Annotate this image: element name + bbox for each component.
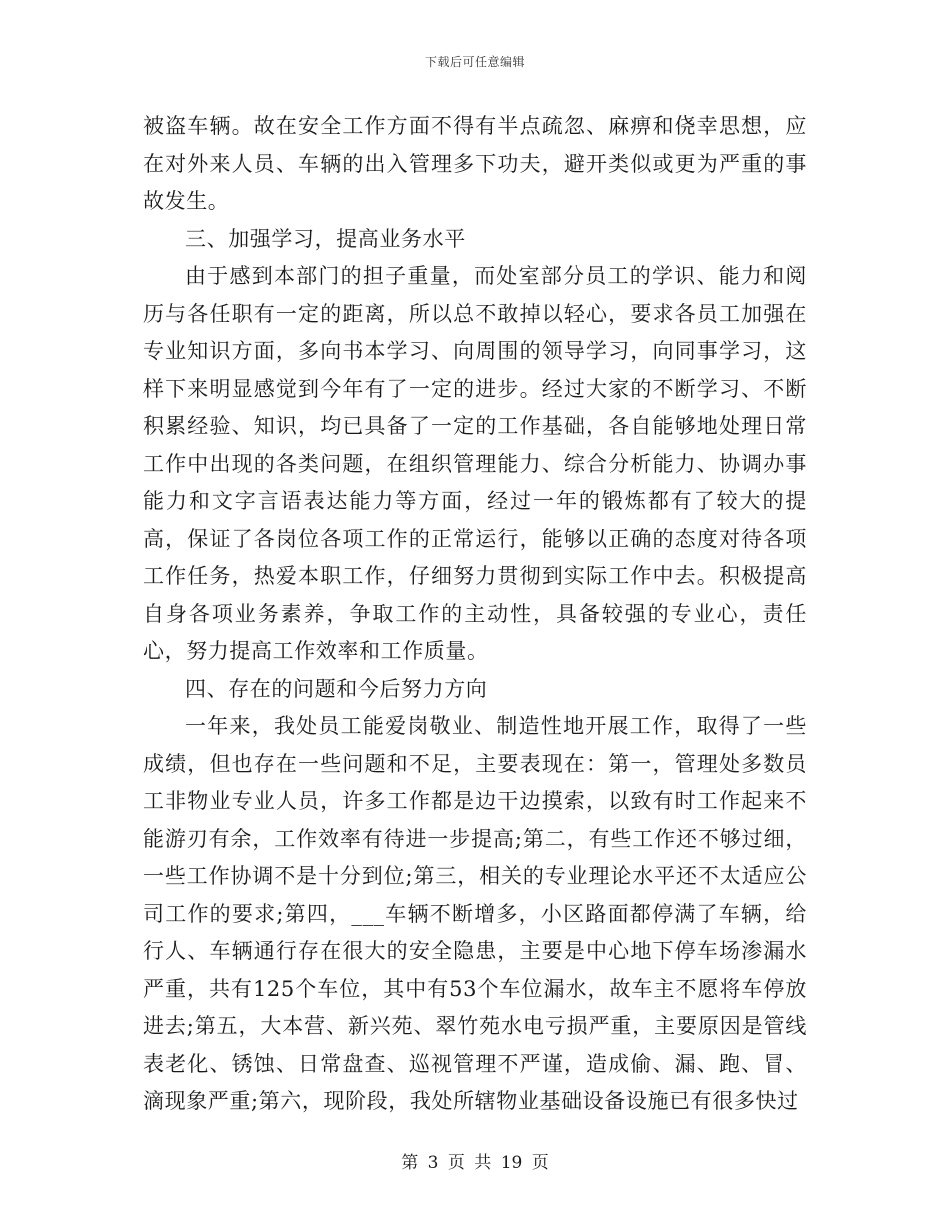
page-number: 第 3 页 共 19 页 [401,1153,549,1173]
section-heading-3: 三、加强学习，提高业务水平 [185,226,466,251]
paragraph-2: 由于感到本部门的担子重量，而处室部分员工的学识、能力和阅历与各任职有一定的距离，所以总不敢掉以轻心，要求各员工加强在专业知识方面，多向书本学习、向周围的领导学习，向同事学习，这样下来明显感觉到今年有了一定的进步。经过大家的不断学习、不断积累经验、知识，均已具备了一定的工作基础，各自能够地处理日常工作中出现的各类问题，在组织管理能力、综合分析能力、协调办事能力和文字言语表达能力等方面，经过一年的锻炼都有了较大的提高，保证了各岗位各项工作的正常运行，能够以正确的态度对待各项工作任务，热爱本职工作，仔细努力贯彻到实际工作中去。积极提高自身各项业务素养，争取工作的主动性，具备较强的专业心，责任心，努力提高工作效率和工作质量。 [143,264,807,663]
section-heading-4: 四、存在的问题和今后努力方向 [185,676,488,701]
document-body [143,108,807,1121]
paragraph-3: 一年来，我处员工能爱岗敬业、制造性地开展工作，取得了一些成绩，但也存在一些问题和不足，主要表现在：第一，管理处多数员工非物业专业人员，许多工作都是边干边摸索，以致有时工作起来不能游刃有余，工作效率有待进一步提高;第二，有些工作还不够过细，一些工作协调不是十分到位;第三，相关的专业理论水平还不太适应公司工作的要求;第四，___车辆不断增多，小区路面都停满了车辆，给行人、车辆通行存在很大的安全隐患，主要是中心地下停车场渗漏水严重，共有125个车位，其中有53个车位漏水，故车主不愿将车停放进去;第五，大本营、新兴苑、翠竹苑水电亏损严重，主要原因是管线表老化、锈蚀、日常盘查、巡视管理不严谨，造成偷、漏、跑、冒、滴现象严重;第六，现阶段，我处所辖物业基础设备设施已有很多快过 [143,714,807,1113]
page-header: 下载后可任意编辑 [424,55,525,69]
paragraph-1: 被盗车辆。故在安全工作方面不得有半点疏忽、麻痹和侥幸思想，应在对外来人员、车辆的出入管理多下功夫，避开类似或更为严重的事故发生。 [143,114,807,213]
